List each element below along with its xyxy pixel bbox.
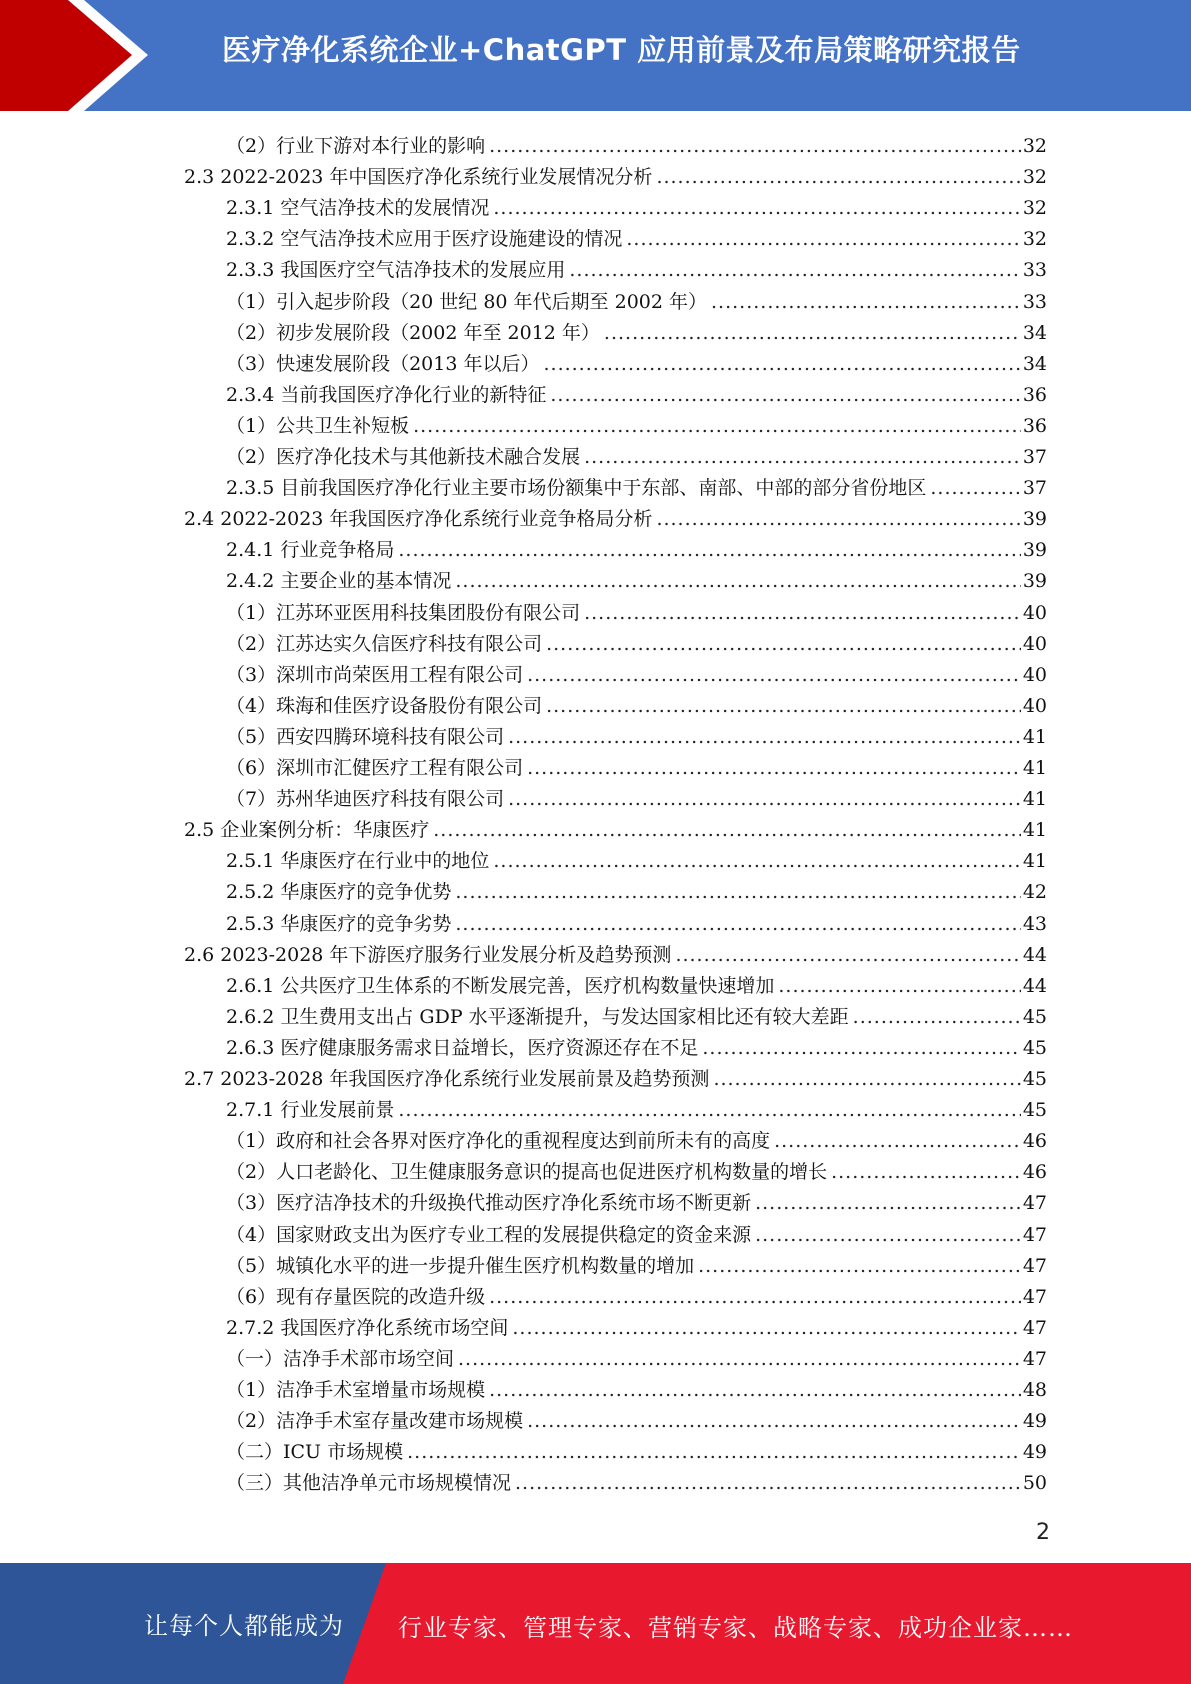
toc-entry-title: 2.7.1 行业发展前景 [226, 1099, 395, 1122]
toc-leader-dots [413, 414, 1021, 438]
toc-leader-dots [675, 943, 1020, 967]
toc-leader-dots [778, 974, 1020, 998]
toc-entry-page: 40 [1022, 632, 1047, 655]
toc-entry[interactable] [226, 407, 1047, 438]
toc-leader-dots [543, 352, 1020, 376]
toc-entry[interactable] [226, 998, 1047, 1029]
toc-entry-page: 34 [1022, 352, 1047, 375]
toc-entry[interactable] [226, 873, 1047, 904]
toc-entry-title: 2.6.2 卫生费用支出占 GDP 水平逐渐提升，与发达国家相比还有较大差距 [226, 1005, 849, 1028]
toc-entry[interactable] [226, 842, 1047, 873]
toc-entry[interactable] [226, 656, 1047, 687]
toc-entry[interactable] [226, 1464, 1047, 1495]
toc-entry[interactable] [226, 1340, 1047, 1371]
toc-entry-title: （2）人口老龄化、卫生健康服务意识的提高也促进医疗机构数量的增长 [226, 1161, 828, 1184]
toc-entry-page: 39 [1022, 508, 1047, 531]
toc-entry-page: 48 [1022, 1379, 1047, 1401]
toc-entry-title: 2.6.3 医疗健康服务需求日益增长，医疗资源还存在不足 [226, 1036, 699, 1059]
toc-entry[interactable] [226, 1184, 1047, 1215]
toc-entry-page: 47 [1022, 1192, 1047, 1215]
toc-entry-title: 2.3.4 当前我国医疗净化行业的新特征 [226, 383, 547, 406]
toc-entry-page: 40 [1022, 694, 1047, 717]
footer-slogan-left: 让每个人都能成为 [144, 1612, 344, 1640]
toc-entry[interactable] [226, 376, 1047, 407]
toc-entry-title: 2.3.5 目前我国医疗净化行业主要市场份额集中于东部、南部、中部的部分省份地区 [226, 477, 927, 500]
toc-leader-dots [755, 1191, 1021, 1215]
toc-entry-title: （1）洁净手术室增量市场规模 [226, 1379, 486, 1401]
toc-entry-title: （1）公共卫生补短板 [226, 414, 410, 437]
toc-entry-page: 41 [1022, 757, 1047, 779]
toc-entry-page: 46 [1022, 1161, 1047, 1184]
toc-leader-dots [508, 787, 1021, 811]
toc-leader-dots [398, 538, 1020, 562]
toc-entry[interactable] [226, 469, 1047, 500]
toc-leader-dots [515, 1471, 1021, 1495]
toc-leader-dots [626, 227, 1020, 251]
toc-entry-page: 49 [1022, 1410, 1047, 1433]
toc-entry-title: （2）江苏达实久信医疗科技有限公司 [226, 632, 543, 655]
toc-entry-page: 37 [1022, 477, 1047, 500]
toc-entry-page: 39 [1022, 570, 1047, 593]
toc-entry[interactable] [226, 438, 1047, 469]
toc-entry[interactable] [226, 314, 1047, 345]
toc-entry-page: 47 [1022, 1316, 1047, 1339]
toc-leader-dots [930, 476, 1020, 500]
toc-entry-title: 2.3.1 空气洁净技术的发展情况 [226, 197, 490, 220]
toc-entry[interactable] [226, 1153, 1047, 1184]
toc-entry-title: 2.7 2023-2028 年我国医疗净化系统行业发展前景及趋势预测 [184, 1068, 710, 1090]
toc-entry[interactable] [184, 500, 1047, 531]
toc-entry[interactable] [226, 283, 1047, 314]
toc-entry[interactable] [226, 1433, 1047, 1464]
toc-entry-page: 46 [1022, 1130, 1047, 1153]
toc-entry-title: 2.3 2022-2023 年中国医疗净化系统行业发展情况分析 [184, 166, 653, 189]
toc-entry[interactable] [226, 780, 1047, 811]
toc-leader-dots [398, 1098, 1020, 1122]
toc-entry-page: 41 [1022, 725, 1047, 748]
toc-entry-title: 2.5.3 华康医疗的竞争劣势 [226, 912, 452, 935]
toc-entry-title: 2.5.1 华康医疗在行业中的地位 [226, 850, 490, 873]
toc-entry-title: （2）初步发展阶段（2002 年至 2012 年） [226, 321, 600, 344]
toc-entry-page: 47 [1022, 1347, 1047, 1370]
toc-entry[interactable] [226, 594, 1047, 625]
toc-entry[interactable] [226, 687, 1047, 718]
toc-leader-dots [455, 569, 1020, 593]
toc-leader-dots [755, 1223, 1021, 1247]
toc-entry-title: 2.3.3 我国医疗空气洁净技术的发展应用 [226, 259, 566, 282]
toc-leader-dots [569, 258, 1020, 282]
toc-entry-title: （4）国家财政支出为医疗专业工程的发展提供稳定的资金来源 [226, 1223, 752, 1246]
toc-leader-dots [527, 756, 1021, 780]
toc-entry[interactable] [226, 1247, 1047, 1278]
toc-entry-title: （5）西安四腾环境科技有限公司 [226, 725, 505, 748]
toc-entry-title: （5）城镇化水平的进一步提升催生医疗机构数量的增加 [226, 1254, 695, 1277]
toc-entry-title: 2.5.2 华康医疗的竞争优势 [226, 881, 452, 904]
toc-entry[interactable] [226, 1278, 1047, 1309]
toc-entry[interactable] [226, 1091, 1047, 1122]
toc-entry-page: 40 [1022, 601, 1047, 624]
toc-leader-dots [489, 1378, 1021, 1402]
toc-leader-dots [584, 445, 1021, 469]
toc-entry-page: 33 [1022, 259, 1047, 282]
toc-entry-page: 47 [1022, 1223, 1047, 1246]
toc-entry-title: （4）珠海和佳医疗设备股份有限公司 [226, 694, 543, 717]
toc-entry[interactable] [226, 625, 1047, 656]
toc-entry-page: 41 [1022, 850, 1047, 873]
toc-entry-title: （2）洁净手术室存量改建市场规模 [226, 1410, 524, 1433]
toc-leader-dots [853, 1005, 1021, 1029]
toc-leader-dots [698, 1254, 1021, 1278]
toc-entry[interactable] [226, 1309, 1047, 1340]
toc-entry-title: （7）苏州华迪医疗科技有限公司 [226, 788, 505, 811]
toc-entry-title: 2.7.2 我国医疗净化系统市场空间 [226, 1316, 509, 1339]
toc-entry-title: （2）行业下游对本行业的影响 [226, 135, 486, 157]
toc-entry-page: 42 [1022, 881, 1047, 904]
toc-leader-dots [656, 165, 1020, 189]
toc-entry[interactable] [184, 1060, 1047, 1091]
toc-entry-title: 2.4.2 主要企业的基本情况 [226, 570, 452, 593]
toc-entry-page: 47 [1022, 1254, 1047, 1277]
toc-entry-title: （3）快速发展阶段（2013 年以后） [226, 352, 540, 375]
page-number: 2 [1036, 1520, 1050, 1545]
toc-entry[interactable] [226, 220, 1047, 251]
toc-leader-dots [455, 880, 1020, 904]
toc-entry-page: 49 [1022, 1441, 1047, 1464]
toc-leader-dots [489, 134, 1021, 158]
toc-leader-dots [831, 1160, 1021, 1184]
toc-entry[interactable] [184, 936, 1047, 967]
toc-entry[interactable] [226, 345, 1047, 376]
toc-leader-dots [584, 601, 1021, 625]
toc-entry-title: （1）江苏环亚医用科技集团股份有限公司 [226, 601, 581, 624]
toc-leader-dots [774, 1129, 1021, 1153]
toc-entry-page: 47 [1022, 1285, 1047, 1308]
toc-entry[interactable] [184, 811, 1047, 842]
toc-leader-dots [433, 818, 1021, 842]
toc-entry[interactable] [226, 749, 1047, 780]
toc-entry-page: 45 [1022, 1005, 1047, 1028]
toc-entry-page: 45 [1022, 1068, 1047, 1090]
toc-entry-title: （1）引入起步阶段（20 世纪 80 年代后期至 2002 年） [226, 290, 707, 313]
toc-entry[interactable] [226, 1122, 1047, 1153]
toc-entry-page: 44 [1022, 943, 1047, 966]
toc-leader-dots [493, 849, 1020, 873]
toc-entry-title: 2.5 企业案例分析：华康医疗 [184, 819, 430, 842]
toc-leader-dots [489, 1285, 1021, 1309]
toc-entry-title: 2.3.2 空气洁净技术应用于医疗设施建设的情况 [226, 228, 623, 251]
toc-leader-dots [493, 196, 1020, 220]
toc-entry-title: （三）其他洁净单元市场规模情况 [226, 1472, 512, 1495]
toc-leader-dots [546, 632, 1021, 656]
toc-entry-title: （6）深圳市汇健医疗工程有限公司 [226, 757, 524, 779]
toc-entry-page: 45 [1022, 1036, 1047, 1059]
toc-leader-dots [455, 912, 1020, 936]
toc-leader-dots [702, 1036, 1020, 1060]
toc-entry-page: 39 [1022, 539, 1047, 562]
toc-leader-dots [512, 1316, 1020, 1340]
toc-entry-page: 36 [1022, 383, 1047, 406]
toc-leader-dots [711, 290, 1021, 314]
toc-leader-dots [656, 507, 1020, 531]
toc-entry[interactable] [226, 127, 1047, 158]
toc-entry-page: 37 [1022, 446, 1047, 468]
toc-leader-dots [458, 1347, 1021, 1371]
toc-entry-title: （3）医疗洁净技术的升级换代推动医疗净化系统市场不断更新 [226, 1192, 752, 1215]
toc-entry[interactable] [226, 905, 1047, 936]
toc-entry[interactable] [226, 1371, 1047, 1402]
toc-leader-dots [527, 1409, 1021, 1433]
toc-leader-dots [550, 383, 1020, 407]
toc-leader-dots [508, 725, 1021, 749]
toc-entry[interactable] [226, 1402, 1047, 1433]
toc-entry-title: 2.4 2022-2023 年我国医疗净化系统行业竞争格局分析 [184, 508, 653, 531]
page-header [0, 0, 1191, 111]
toc-entry[interactable] [226, 967, 1047, 998]
toc-entry[interactable] [226, 562, 1047, 593]
toc-entry-title: （一）洁净手术部市场空间 [226, 1347, 455, 1370]
toc-entry-page: 45 [1022, 1099, 1047, 1122]
toc-leader-dots [546, 694, 1021, 718]
toc-entry-title: （2）医疗净化技术与其他新技术融合发展 [226, 446, 581, 468]
toc-entry-page: 32 [1022, 197, 1047, 220]
page-footer [0, 1563, 1191, 1684]
toc-leader-dots [713, 1067, 1020, 1091]
toc-leader-dots [604, 321, 1021, 345]
toc-entry[interactable] [226, 1216, 1047, 1247]
toc-entry-page: 34 [1022, 321, 1047, 344]
toc-entry-title: 2.6.1 公共医疗卫生体系的不断发展完善，医疗机构数量快速增加 [226, 974, 775, 997]
toc-entry-page: 40 [1022, 663, 1047, 686]
toc-entry-page: 50 [1022, 1472, 1047, 1495]
toc-entry-title: （二）ICU 市场规模 [226, 1441, 404, 1464]
toc-entry[interactable] [184, 158, 1047, 189]
toc-entry-title: 2.4.1 行业竞争格局 [226, 539, 395, 562]
toc-leader-dots [407, 1440, 1021, 1464]
toc-entry[interactable] [226, 251, 1047, 282]
toc-entry[interactable] [226, 531, 1047, 562]
toc-entry-page: 32 [1022, 228, 1047, 251]
toc-entry-title: （6）现有存量医院的改造升级 [226, 1285, 486, 1308]
document-title: 医疗净化系统企业+ChatGPT 应用前景及布局策略研究报告 [222, 33, 1021, 67]
toc-leader-dots [527, 663, 1021, 687]
toc-entry-page: 44 [1022, 974, 1047, 997]
toc-entry-page: 32 [1022, 166, 1047, 189]
toc-entry[interactable] [226, 718, 1047, 749]
toc-entry[interactable] [226, 189, 1047, 220]
toc-entry-title: （3）深圳市尚荣医用工程有限公司 [226, 663, 524, 686]
toc-entry-page: 36 [1022, 414, 1047, 437]
toc-entry-page: 32 [1022, 135, 1047, 157]
toc-entry-page: 33 [1022, 290, 1047, 313]
toc-entry-page: 41 [1022, 788, 1047, 811]
footer-slogan-right: 行业专家、管理专家、营销专家、战略专家、成功企业家…… [398, 1614, 1073, 1642]
toc-entry-page: 41 [1022, 819, 1047, 842]
toc-entry-title: （1）政府和社会各界对医疗净化的重视程度达到前所未有的高度 [226, 1130, 771, 1153]
toc-entry[interactable] [226, 1029, 1047, 1060]
toc-entry-page: 43 [1022, 912, 1047, 935]
toc-entry-title: 2.6 2023-2028 年下游医疗服务行业发展分析及趋势预测 [184, 943, 672, 966]
